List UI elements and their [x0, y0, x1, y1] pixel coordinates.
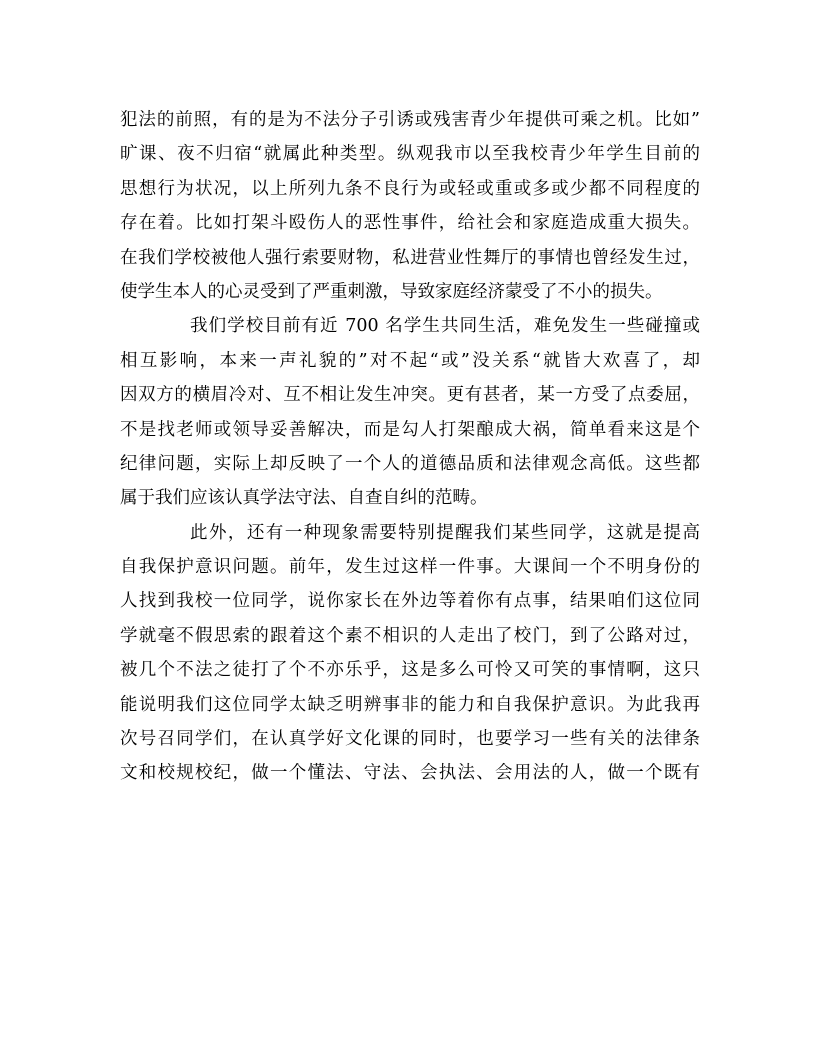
text-line: 在我们学校被他人强行索要财物，私进营业性舞厅的事情也曾经发生过，: [120, 247, 700, 268]
text-line: 犯法的前照，有的是为不法分子引诱或残害青少年提供可乘之机。比如”: [120, 110, 700, 130]
text-line: 因双方的横眉冷对、互不相让发生冲突。更有甚者，某一方受了点委屈，: [120, 385, 700, 406]
text-line: 旷课、夜不归宿“就属此种类型。纵观我市以至我校青少年学生目前的: [120, 144, 700, 165]
text-line: 属于我们应该认真学法守法、自查自纠的范畴。: [120, 488, 488, 509]
text-line: 存在着。比如打架斗殴伤人的恶性事件，给社会和家庭造成重大损失。: [120, 213, 700, 234]
text-line: 思想行为状况，以上所列九条不良行为或轻或重或多或少都不同程度的: [120, 178, 700, 199]
text-line: 相互影响，本来一声礼貌的”对不起“或”没关系“就皆大欢喜了，却: [120, 350, 700, 371]
text-line: 不是找老师或领导妥善解决，而是勾人打架酿成大祸，简单看来这是个: [120, 419, 700, 440]
text-line: 学就毫不假思索的跟着这个素不相识的人走出了校门，到了公路对过，: [120, 625, 700, 646]
text-line: 使学生本人的心灵受到了严重刺激，导致家庭经济蒙受了不小的损失。: [120, 281, 663, 302]
body-text: [120, 103, 700, 791]
text-line: 此外，还有一种现象需要特别提醒我们某些同学，这就是提高: [190, 522, 700, 543]
text-line: 文和校规校纪，做一个懂法、守法、会执法、会用法的人，做一个既有: [120, 763, 700, 784]
text-line: 自我保护意识问题。前年，发生过这样一件事。大课间一个不明身份的: [120, 557, 700, 578]
text-line: 纪律问题，实际上却反映了一个人的道德品质和法律观念高低。这些都: [120, 453, 700, 474]
text-line: 人找到我校一位同学，说你家长在外边等着你有点事，结果咱们这位同: [120, 591, 700, 612]
text-line: 我们学校目前有近 700 名学生共同生活，难免发生一些碰撞或: [190, 316, 700, 337]
text-line: 次号召同学们，在认真学好文化课的同时，也要学习一些有关的法律条: [120, 729, 700, 750]
text-line: 能说明我们这位同学太缺乏明辨事非的能力和自我保护意识。为此我再: [120, 694, 700, 715]
text-line: 被几个不法之徒打了个不亦乐乎，这是多么可怜又可笑的事情啊，这只: [120, 660, 700, 681]
